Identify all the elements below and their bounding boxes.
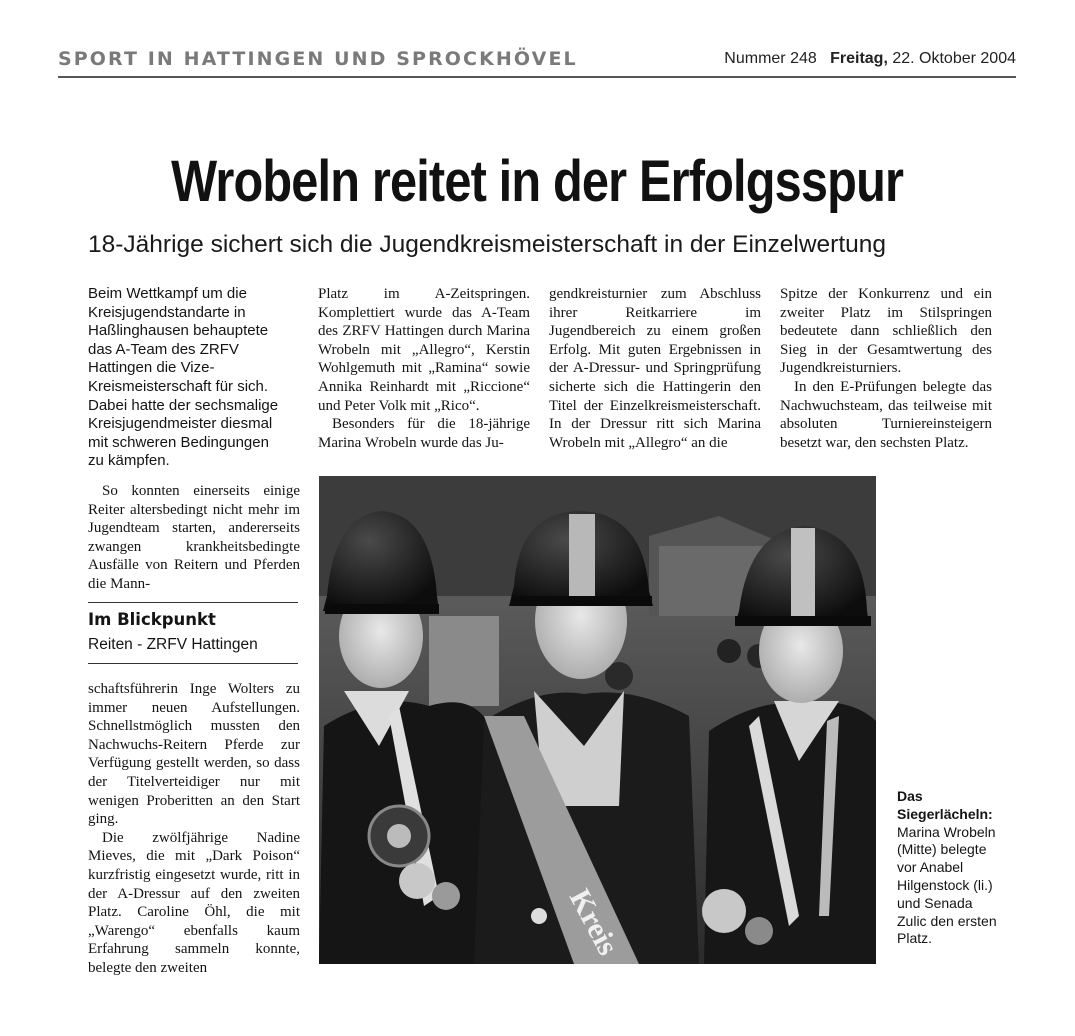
body-paragraph: Die zwölfjährige Nadine Mieves, die mit „Dark Poison“ kurzfristig eingesetzt wurde, ritt in der A-Dressur auf den zweiten Platz. Caroline Öhl, die mit „Warengo“ ebenfalls kaum Erfahrung sammeln konnte, belegte den zweiten	[88, 829, 300, 976]
masthead	[58, 46, 1016, 78]
column-3	[549, 285, 761, 452]
caption-lead: Das Siegerlächeln:	[897, 788, 993, 822]
photo-illustration	[319, 476, 876, 964]
body-paragraph: Platz im A-Zeitspringen. Komplettiert wurde das A-Team des ZRFV Hattingen durch Marina Wrobeln mit „Allegro“, Kerstin Wohlgemuth mit „Ramina“ sowie Annika Reinhardt mit „Riccione“ und Peter Volk mit „Rico“.	[318, 286, 530, 414]
issue-date: 22. Oktober 2004	[887, 50, 1016, 67]
infobox-bottom-rule	[88, 663, 298, 664]
infobox-title: Im Blickpunkt	[88, 610, 216, 629]
lead-paragraph: Beim Wettkampf um die Kreisjugendstandarte in Haßlinghausen behauptete das A-Team des ZRFV Hattingen die Vize-Kreismeisterschaft für sich. Dabei hatte der sechsmalige Kreisjugendmeister diesmal mit schweren Bedingungen zu kämpfen.	[88, 285, 279, 470]
headline: Wrobeln reitet in der Erfolgsspur	[171, 149, 904, 214]
body-paragraph: So konnten einerseits einige Reiter altersbedingt nicht mehr im Jugendteam starten, andererseits zwangen krankheitsbedingte Ausfälle von Reitern und Pferden die Mann-	[88, 483, 300, 592]
sash-label: Kreis	[562, 883, 625, 961]
photo-three-riders	[319, 476, 876, 964]
column-2	[318, 285, 530, 452]
body-paragraph: Spitze der Konkurrenz und ein zweiter Platz im Stilspringen bedeutete dann schließlich den Sieg in der Gesamtwertung des Jugendkreisturniers.	[780, 286, 992, 377]
column-1-continued	[88, 680, 300, 978]
body-paragraph: Besonders für die 18-jährige Marina Wrobeln wurde das Ju-	[318, 416, 530, 451]
section-title: SPORT IN HATTINGEN UND SPROCKHÖVEL	[58, 48, 578, 70]
issue-number: Nummer 248	[724, 50, 817, 67]
body-paragraph: gendkreisturnier zum Abschluss ihrer Reitkarriere im Jugendbereich zu einem großen Erfolg. Mit guten Ergebnissen in der A-Dressur- und Springprüfung sicherte sich die Hattingerin den Titel der Einzelkreismeisterschaft. In der Dressur ritt sich Marina Wrobeln mit „Allegro“ an die	[549, 286, 761, 451]
caption-text: Marina Wrobeln (Mitte) belegte vor Anabel Hilgenstock (li.) und Senada Zulic den ersten Platz.	[897, 823, 997, 947]
column-1-lead	[88, 285, 288, 471]
weekday: Freitag,	[830, 50, 888, 67]
body-paragraph: In den E-Prüfungen belegte das Nachwuchsteam, das teilweise mit absoluten Turniereinsteigern besetzt war, den sechsten Platz.	[780, 378, 992, 451]
infobox-subtitle: Reiten - ZRFV Hattingen	[88, 636, 258, 653]
subheadline: 18-Jährige sichert sich die Jugendkreismeisterschaft in der Einzelwertung	[88, 231, 886, 258]
issue-info	[724, 50, 1016, 68]
column-4	[780, 285, 992, 452]
body-paragraph: schaftsführerin Inge Wolters zu immer neuen Aufstellungen. Schnellstmöglich mussten den Nachwuchs-Reitern Pferde zur Verfügung gestellt werden, so dass der Titelverteidiger nur mit wenigen Proberitten an den Start ging.	[88, 681, 300, 828]
photo-caption	[897, 788, 997, 948]
column-1-body	[88, 482, 300, 594]
infobox-top-rule	[88, 602, 298, 603]
